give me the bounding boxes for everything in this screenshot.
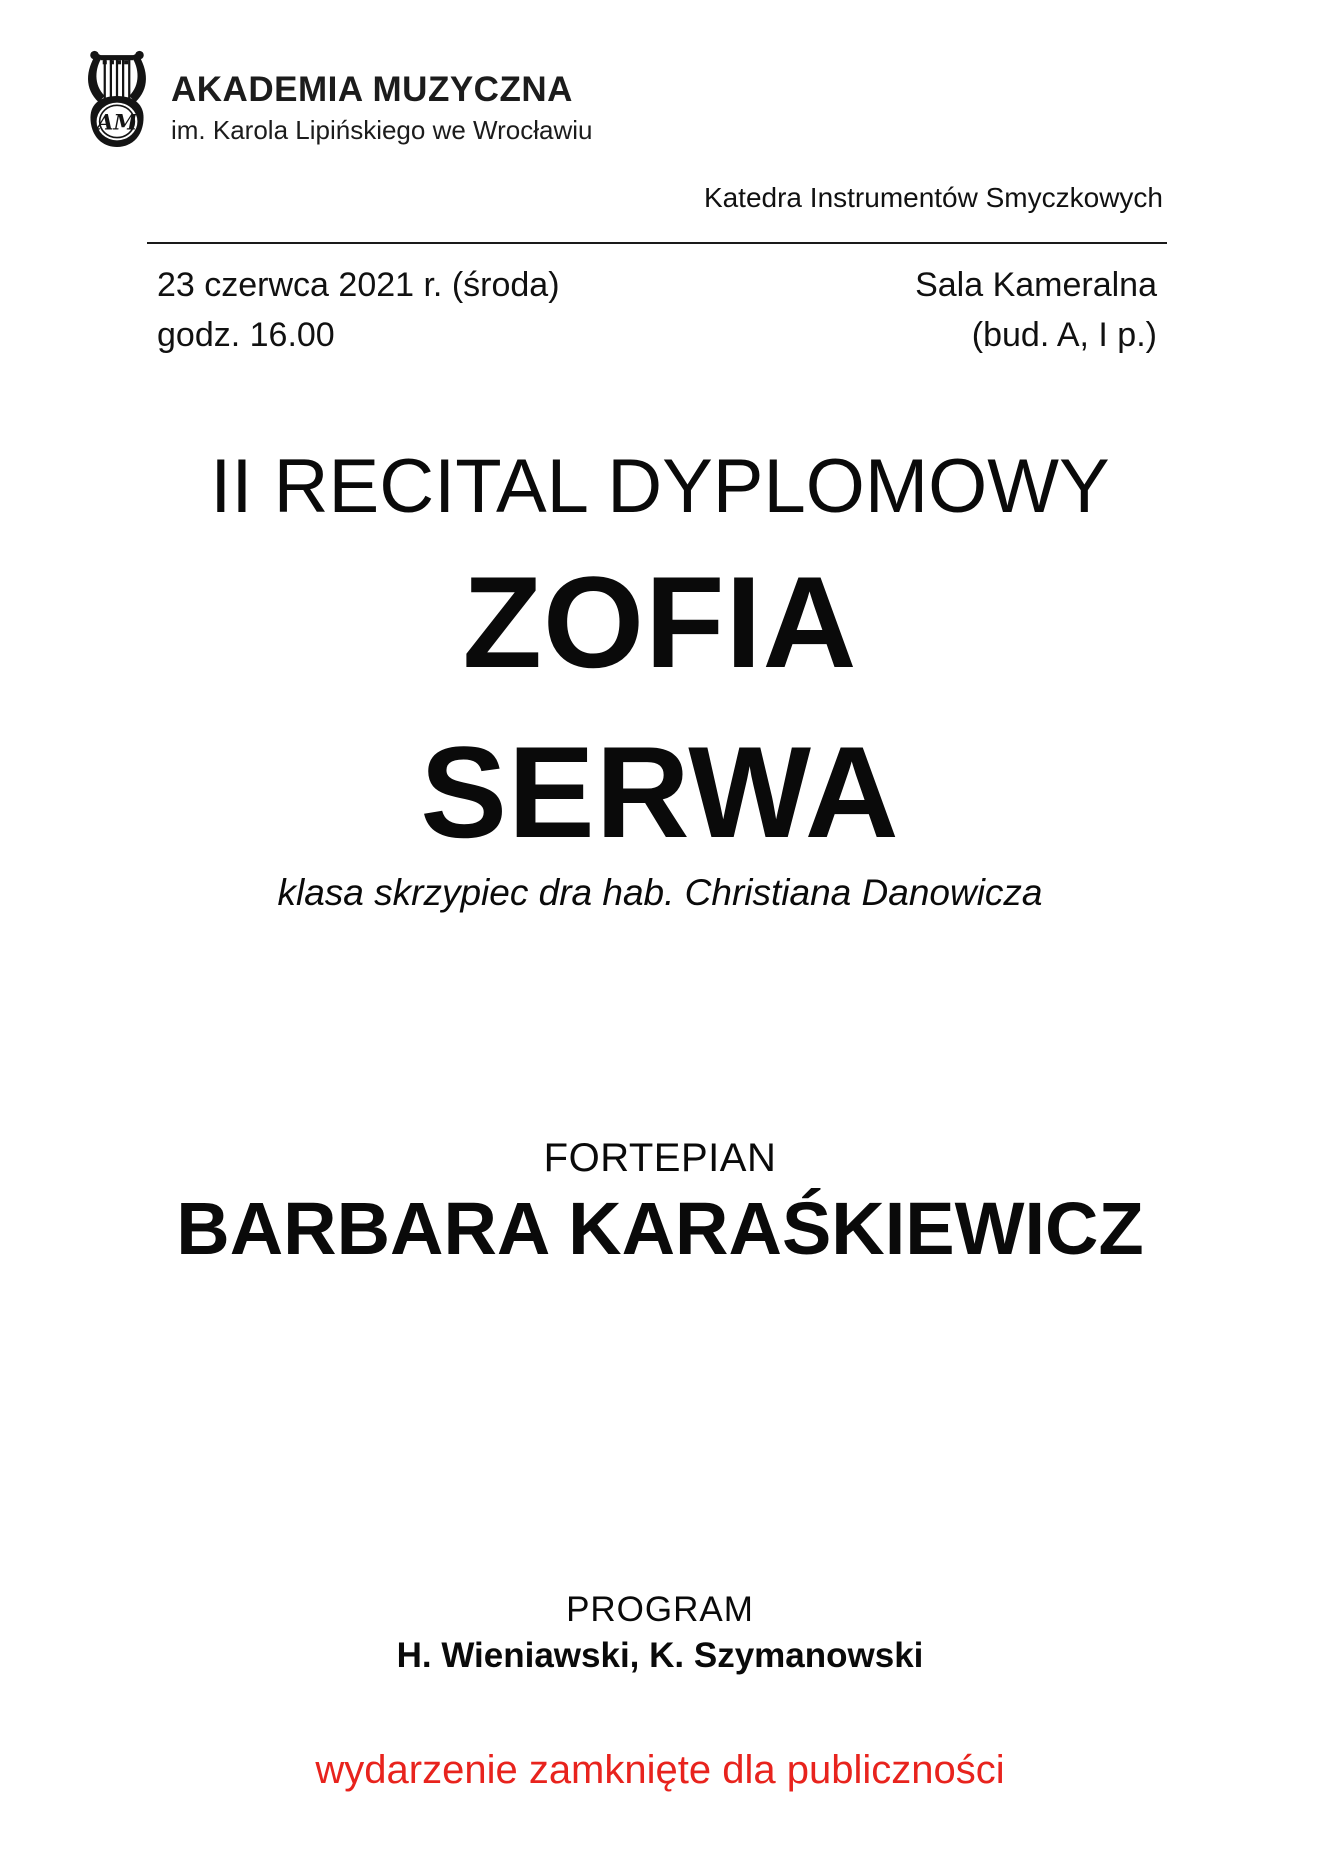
violin-class-info: klasa skrzypiec dra hab. Christiana Danowicza xyxy=(277,872,1043,913)
header-divider xyxy=(147,242,1167,244)
closed-event-notice: wydarzenie zamknięte dla publiczności xyxy=(315,1748,1005,1792)
academy-name: AKADEMIA MUZYCZNA xyxy=(171,70,573,109)
academy-logo xyxy=(83,50,592,153)
accompanist-instrument: FORTEPIAN xyxy=(543,1136,777,1180)
logo-text xyxy=(171,50,592,146)
lyre-icon xyxy=(83,50,151,153)
performer-first-name: ZOFIA xyxy=(462,549,858,695)
recital-title: II RECITAL DYPLOMOWY xyxy=(210,444,1110,529)
logo-monogram: AM xyxy=(96,110,138,136)
accompanist-name: BARBARA KARAŚKIEWICZ xyxy=(176,1187,1144,1270)
program-composers: H. Wieniawski, K. Szymanowski xyxy=(396,1636,924,1675)
department-name: Katedra Instrumentów Smyczkowych xyxy=(703,182,1163,213)
event-venue xyxy=(915,260,1157,360)
event-datetime xyxy=(157,260,560,360)
event-info-row xyxy=(157,260,1157,360)
program-heading: PROGRAM xyxy=(566,1590,754,1629)
venue-detail: (bud. A, I p.) xyxy=(971,316,1157,354)
academy-subtitle: im. Karola Lipińskiego we Wrocławiu xyxy=(171,115,593,145)
venue-name: Sala Kameralna xyxy=(915,266,1157,304)
event-time: godz. 16.00 xyxy=(157,316,335,354)
event-date: 23 czerwca 2021 r. (środa) xyxy=(157,266,560,304)
performer-last-name: SERWA xyxy=(420,719,900,865)
